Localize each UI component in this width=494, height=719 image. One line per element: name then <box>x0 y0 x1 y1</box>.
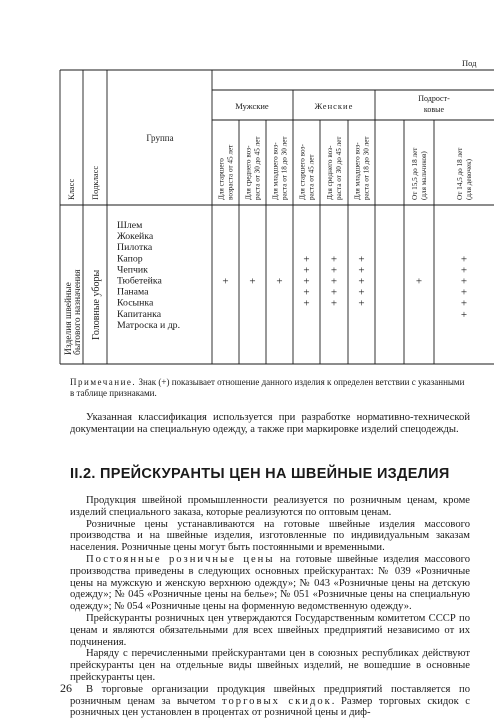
item-9: Матроска и др. <box>117 319 181 331</box>
class-value-line2: бытового назначения <box>73 269 83 355</box>
col-gruppa: Группа <box>146 133 174 143</box>
mark-r3-c3: + <box>303 253 310 266</box>
item-6: Панама <box>117 286 149 298</box>
col-klass: Класс <box>66 178 76 200</box>
mark-r4-c5: + <box>358 264 365 277</box>
sub-header-0-line2: возраста от 45 лет <box>226 144 235 200</box>
sub-header-2-line1: Для младшего воз- <box>271 142 280 200</box>
header-pod: Под <box>462 58 477 68</box>
mark-r7-c7: + <box>460 297 468 310</box>
body-text <box>70 495 470 719</box>
mark-r6-c3: + <box>303 286 310 299</box>
class-value-line1: Изделия швейные <box>64 282 74 355</box>
item-2: Пилотка <box>117 242 153 254</box>
mark-r7-c3: + <box>303 297 310 310</box>
mark-r3-c7: + <box>460 253 468 266</box>
col-podklass: Подкласс <box>90 165 100 200</box>
table-note <box>70 377 470 399</box>
mark-r5-c6: + <box>415 275 423 288</box>
mark-r7-c5: + <box>358 297 365 310</box>
item-0: Шлем <box>117 220 143 231</box>
sub-header-5-line1: Для младшего воз- <box>353 142 362 200</box>
mark-r7-c4: + <box>330 297 338 310</box>
mark-r3-c5: + <box>358 253 365 266</box>
item-8: Капитанка <box>117 308 162 320</box>
classification-paragraph <box>70 412 470 436</box>
mark-r5-c7: + <box>460 275 468 288</box>
group-women: Женские <box>314 101 354 111</box>
sub-header-7-line2: (для девочек) <box>465 158 473 200</box>
sub-header-1-line1: Для среднего воз- <box>244 145 253 200</box>
sub-header-5-line2: раста от 18 до 30 лет <box>362 136 371 200</box>
body-paragraph-3-rest: на готовые швейные изделия массового производства приведены в следующих основных прейскурантах: № 039 «Розничные цены на мужскую и женскую верхнюю одежду»; № 043 «Розничные цены на детскую одежду»; № 045 «Розничные цены на белье»; № 051 «Розничные цены на специальную одежду»; № 054 «Розничные цены на форменную ведомственную одежду». <box>70 553 471 613</box>
page-number: 26 <box>60 681 72 695</box>
subclass-value: Головные уборы <box>91 269 102 340</box>
sub-header-6-line2: (для мальчиков) <box>420 151 428 200</box>
sub-header-6-line1: От 15,5 до 18 лет <box>411 147 419 200</box>
mark-r5-c0: + <box>222 275 229 288</box>
note-lead: Примечание. <box>70 377 137 387</box>
sub-header-4-line1: Для среднего воз- <box>326 145 334 200</box>
item-5: Тюбетейка <box>117 275 162 287</box>
body-paragraph-6 <box>70 684 470 719</box>
sub-header-2-line2: раста от 18 до 30 лет <box>280 136 289 200</box>
section-heading: II.2. ПРЕЙСКУРАНТЫ ЦЕН НА ШВЕЙНЫЕ ИЗДЕЛИЯ <box>70 466 450 482</box>
item-1: Жокейка <box>117 231 154 243</box>
sub-header-3-line2: раста от 45 лет <box>307 154 316 200</box>
mark-r5-c3: + <box>303 275 310 288</box>
mark-r5-c5: + <box>358 275 365 288</box>
sub-header-4-line2: раста от 30 до 45 лет <box>335 136 343 200</box>
item-4: Чепчик <box>117 264 148 276</box>
group-teen-line2: ковые <box>423 105 445 114</box>
mark-r5-c1: + <box>249 275 256 288</box>
body-paragraph-5: Наряду с перечисленными прейскурантами цен в союзных республиках действуют прейскуранты цен на отдельные виды швейных изделий, не вошедшие в основные прейскуранты цен. <box>70 648 470 683</box>
mark-r3-c4: + <box>330 253 338 266</box>
body-paragraph-4: Прейскуранты розничных цен утверждаются Государственным комитетом СССР по ценам и являются обязательными для всех швейных предприятий независимо от их подчинения. <box>70 612 470 648</box>
mark-r5-c2: + <box>276 275 283 288</box>
mark-r6-c5: + <box>358 286 365 299</box>
item-7: Косынка <box>117 297 154 309</box>
body-paragraph-6-b: . Размер торговых скидок с розничных цен установлен в процентах от розничной цены и диф- <box>70 695 470 719</box>
mark-r4-c4: + <box>330 264 338 277</box>
mark-r6-c7: + <box>460 286 468 299</box>
body-paragraph-3 <box>70 554 470 613</box>
spaced-term-2: торговых скидок <box>221 695 332 707</box>
mark-r8-c7: + <box>460 308 468 321</box>
sub-header-7-line1: От 14,5 до 18 лет <box>456 147 464 200</box>
mark-r4-c7: + <box>460 264 468 277</box>
paragraph-text: Указанная классификация используется при разработке нормативно-технической документации на специальную одежду, а также при маркировке изделий спецодежды. <box>70 412 470 435</box>
sub-header-3-line1: Для старшего воз- <box>298 144 307 200</box>
item-3: Капор <box>117 253 143 265</box>
body-paragraph-2: Розничные цены устанавливаются на готовые швейные изделия массового производства и на швейные изделия, изготовленные по индивидуальным заказам населения. Розничные цены могут быть постоянными и временными. <box>70 518 470 554</box>
sub-header-0-line1: Для старшего <box>217 158 226 200</box>
mark-r4-c3: + <box>303 264 310 277</box>
group-men: Мужские <box>235 101 269 111</box>
mark-r5-c4: + <box>330 275 338 288</box>
body-paragraph-1: Продукция швейной промышленности реализуется по розничным ценам, кроме изделий специального заказа, которые реализуются по оптовым ценам. <box>70 495 470 518</box>
note-text: Знак (+) показывает отношение данного изделия к определен ветствии с указанными в таблице признаками. <box>70 377 465 398</box>
sub-header-1-line2: раста от 30 до 45 лет <box>253 136 262 200</box>
mark-r6-c4: + <box>330 286 338 299</box>
body-paragraph-6-a: В торговые организации продукция швейных предприятий поставляется по розничным ценам за вычетом <box>70 683 470 707</box>
group-teen-line1: Подрост- <box>418 94 450 103</box>
spaced-term: Постоянные розничные цены <box>86 553 275 565</box>
